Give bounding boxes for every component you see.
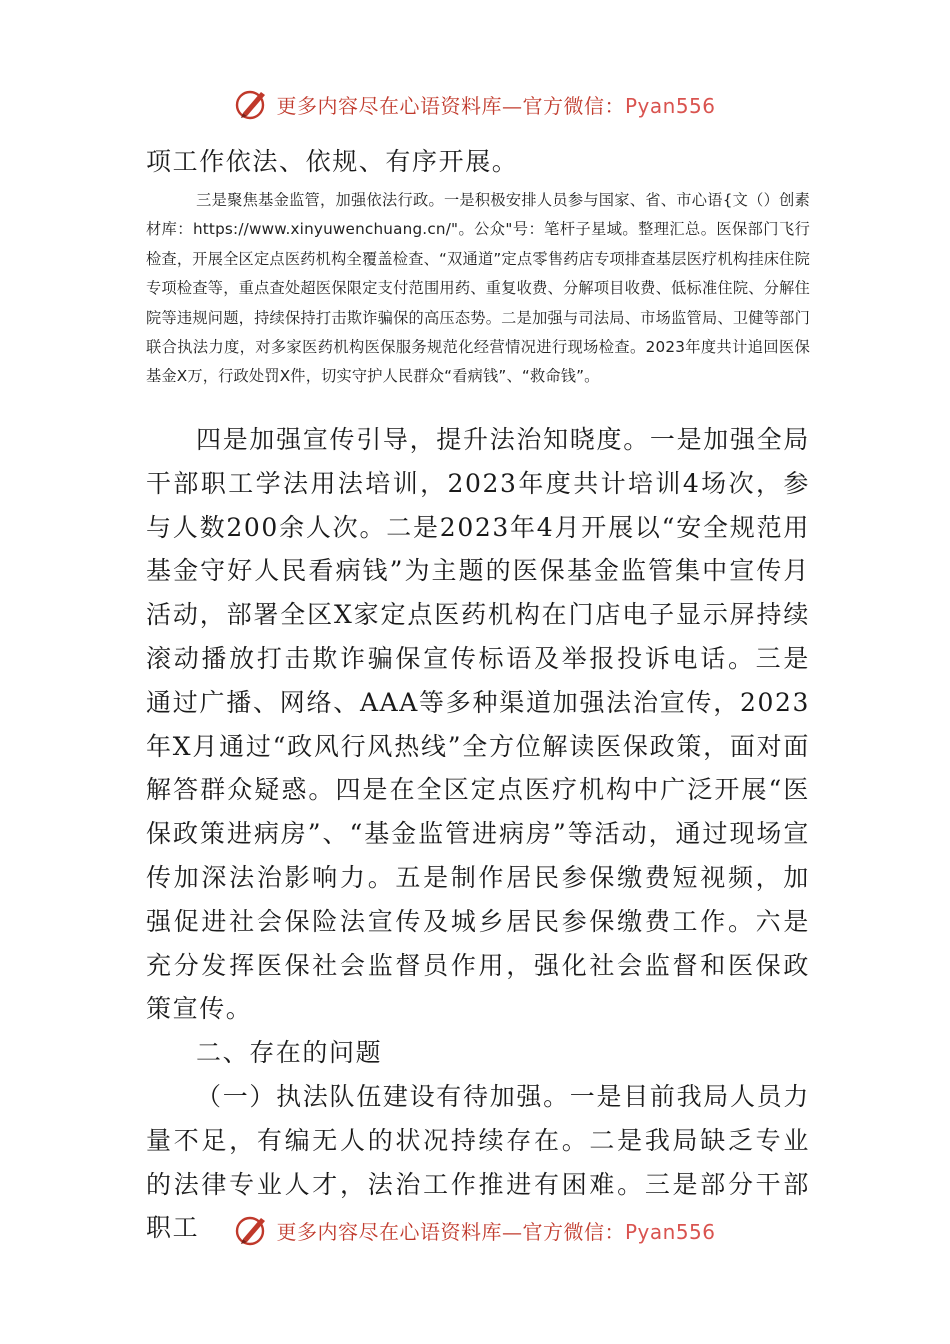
watermark-label: 更多内容尽在心语资料库—官方微信： <box>276 93 625 118</box>
watermark-wechat-id: Pyan556 <box>624 93 716 118</box>
watermark-banner-top <box>0 84 950 124</box>
watermark-banner-bottom <box>0 1210 950 1250</box>
section-heading-problems: 二、存在的问题 <box>196 1038 383 1068</box>
document-body <box>146 140 810 184</box>
pen-logo-icon <box>234 1212 270 1248</box>
watermark-label: 更多内容尽在心语资料库—官方微信： <box>276 1219 625 1244</box>
paragraph-continuation: 项工作依法、依规、有序开展。 <box>146 147 519 176</box>
paragraph-fund-supervision: 三是聚焦基金监管，加强依法行政。一是积极安排人员参与国家、省、市心语{文（）创素材库：https://www.xinyuwenchuang.cn/"。公众"号：笔杆子星域。整理汇总。医保部门飞行检查，开展全区定点医药机构全覆盖检查、“双通道”定点零售药店专项排查基层医疗机构挂床住院专项检查等，重点查处超医保限定支付范围用药、重复收费、分解项目收费、低标准住院、分解住院等违规问题，持续保持打击欺诈骗保的高压态势。二是加强与司法局、市场监管局、卫健等部门联合执法力度，对多家医药机构医保服务规范化经营情况进行现场检查。2023年度共计追回医保基金X万，行政处罚X件，切实守护人民群众“看病钱”、“救命钱”。 <box>146 191 810 386</box>
watermark-text <box>276 1216 715 1245</box>
paragraph-team-building: （一）执法队伍建设有待加强。一是目前我局人员力量不足，有编无人的状况持续存在。二是我局缺乏专业的法律专业人才，法治工作推进有困难。三是部分干部职工 <box>146 1081 810 1243</box>
watermark-wechat-id: Pyan556 <box>624 1219 716 1244</box>
document-body-small <box>146 186 810 392</box>
watermark-text <box>276 90 715 119</box>
paragraph-publicity: 四是加强宣传引导，提升法治知晓度。一是加强全局干部职工学法用法培训，2023年度共计培训4场次，参与人数200余人次。二是2023年4月开展以“安全规范用基金守好人民看病钱”为主题的医保基金监管集中宣传月活动，部署全区X家定点医药机构在门店电子显示屏持续滚动播放打击欺诈骗保宣传标语及举报投诉电话。三是通过广播、网络、AAA等多种渠道加强法治宣传，2023年X月通过“政风行风热线”全方位解读医保政策，面对面解答群众疑惑。四是在全区定点医疗机构中广泛开展“医保政策进病房”、“基金监管进病房”等活动，通过现场宣传加深法治影响力。五是制作居民参保缴费短视频，加强促进社会保险法宣传及城乡居民参保缴费工作。六是充分发挥医保社会监督员作用，强化社会监督和医保政策宣传。 <box>146 425 810 1024</box>
pen-logo-icon <box>234 86 270 122</box>
document-body-main <box>146 418 810 1250</box>
